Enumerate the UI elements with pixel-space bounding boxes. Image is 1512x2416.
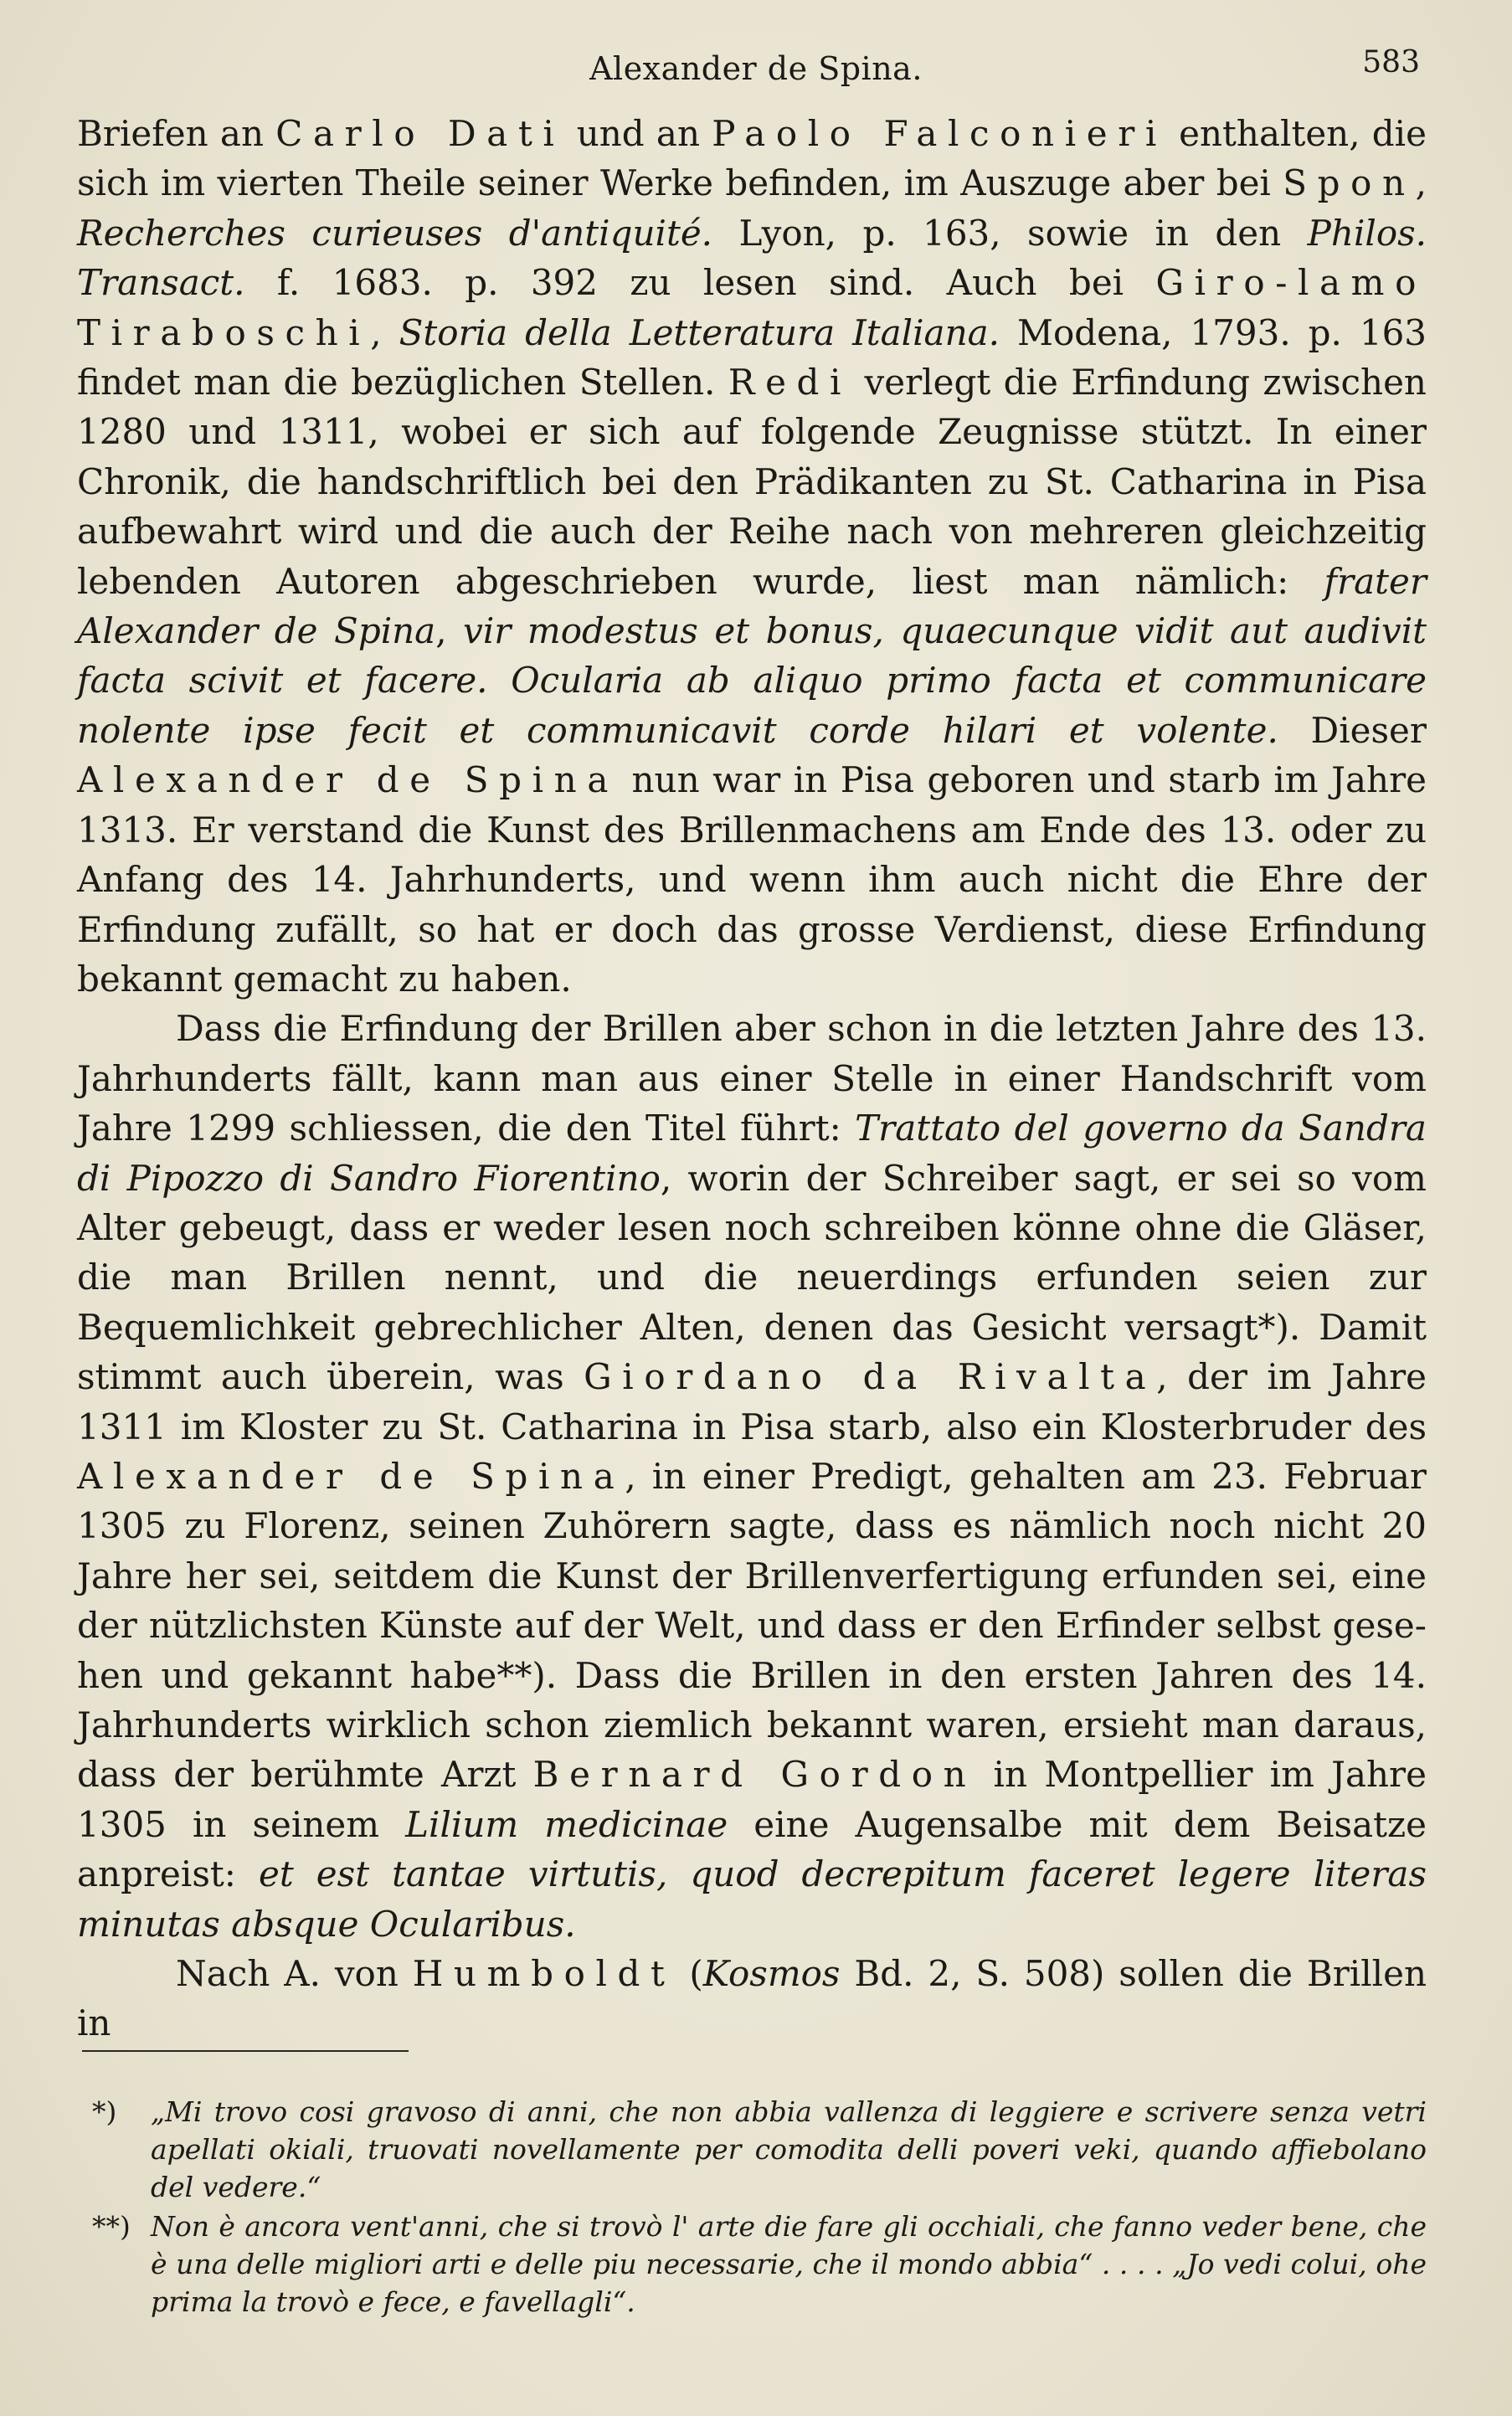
text-run: nun war in Pisa geboren und starb im Jahre 1313. Er verstand die Kunst des Brillenmachens am Ende des 13. oder zu Anfang des 14. Jahrhunderts, und wenn ihm auch nicht die Ehre der Erfindung zufällt, so hat er doch das grosse Verdienst, diese Erfindung bekannt gemacht zu haben.: [77, 759, 1427, 1000]
italic-run: Recherches curieuses d'antiquité.: [77, 212, 713, 254]
footnote-marker: **): [92, 2210, 131, 2243]
italic-run: frater Alexander de Spina: [77, 560, 1427, 652]
text-run: eine Augensalbe mit dem Beisatze anpreist:: [77, 1803, 1427, 1895]
spaced-name-run: Redi: [728, 362, 852, 404]
text-run: Modena, 1793. p. 163 findet man die bezüglichen Stellen.: [77, 311, 1427, 404]
footnote-text: Non è ancora vent'anni, che si trovò l' arte die fare gli occhiali, che fanno veder bene, che è una delle migliori arti e delle piu necessarie, che il mondo abbia“ . . . . „Jo vedi colui, ohe prima la trovò e fece, e favellagli“.: [151, 2210, 1427, 2318]
spaced-name-run: Alexander de Spina: [77, 1455, 625, 1497]
italic-run: Storia della Letteratura Italiana.: [399, 311, 1000, 353]
text-run: enthalten, die sich im vierten Theile seiner Werke befinden, im Auszuge aber bei: [77, 113, 1427, 204]
spaced-name-run: Carlo Dati: [275, 113, 565, 154]
italic-run: Trattato del governo da Sandra di Pipozzo di Sandro Fiorentino: [77, 1108, 1427, 1199]
page-header: [0, 44, 1512, 102]
italic-run: vir modestus et bonus, quaecunque vidit aut audivit facta scivit et facere. Ocularia ab aliquo primo facta et communicare nolente ipse fecit et communicavit corde hilari et volente.: [77, 610, 1427, 751]
footnotes: [77, 2093, 1427, 2322]
text-run: (: [675, 1953, 703, 1995]
text-run: Briefen an: [77, 113, 276, 154]
text-run: ,: [1415, 162, 1427, 204]
spaced-name-run: Giro-lamo Tiraboschi: [77, 262, 1427, 353]
text-run: Dieser: [1278, 709, 1427, 751]
text-run: Lyon, p. 163, sowie in den: [712, 212, 1308, 254]
footnote-text: „Mi trovo cosi gravoso di anni, che non abbia vallenza di leggiere e scrivere senza vetri apellati okiali, truovati novellamente per comodita delli poveri veki, quando affiebolano del vedere.“: [151, 2095, 1427, 2203]
page-number: 583: [1362, 45, 1420, 80]
text-run: , in einer Predigt, gehalten am 23. Februar 1305 zu Florenz, seinen Zuhörern sagte, dass es nämlich noch nicht 20 Jahre her sei, seitdem die Kunst der Brillenverfertigung erfunden sei, eine der nützlichsten Künste auf der Welt, und dass er den Erfinder selbst gesehen und gekannt habe**). Dass die Brillen in den ersten Jahren des 14. Jahrhunderts wirklich schon ziemlich bekannt waren, ersieht man daraus, dass der berühmte Arzt: [77, 1455, 1427, 1796]
text-run: verlegt die Erfindung zwischen 1280 und 1311, wobei er sich auf folgende Zeugnisse stützt. In einer Chronik, die handschriftlich bei den Prädikanten zu St. Catharina in Pisa aufbewahrt wird und die auch der Reihe nach von mehreren gleichzeitig lebenden Autoren abgeschrieben wurde, liest man nämlich:: [77, 362, 1427, 602]
spaced-name-run: Alexander de Spina: [77, 759, 619, 801]
italic-run: Lilium medicinae: [405, 1803, 728, 1845]
footnote-2: [77, 2208, 1427, 2321]
text-run: , der im Jahre 1311 im Kloster zu St. Catharina in Pisa starb, also ein Klosterbruder des: [77, 1356, 1427, 1447]
body-text: [77, 109, 1427, 2048]
italic-run: Kosmos: [702, 1953, 841, 1995]
text-run: Dass die Erfindung der Brillen aber schon in die letzten Jahre des 13. Jahrhunderts fällt, kann man aus einer Stelle in einer Handschrift vom Jahre 1299 schliessen, die den Titel führt:: [77, 1008, 1427, 1149]
text-run: Nach A. von: [176, 1953, 413, 1995]
italic-run: Philos. Transact.: [77, 212, 1427, 304]
text-run: in Montpellier im Jahre 1305 in seinem: [77, 1754, 1427, 1845]
paragraph-2: [77, 1004, 1427, 1949]
spaced-name-run: Spon: [1283, 162, 1416, 204]
spaced-name-run: Humboldt: [412, 1953, 676, 1995]
paragraph-1: [77, 109, 1427, 1004]
text-run: ,: [435, 610, 464, 652]
text-run: Bd. 2, S. 508) sollen die Brillen in: [77, 1953, 1427, 2044]
spaced-name-run: Bernard Gordon: [532, 1754, 977, 1796]
footnote-rule: [82, 2050, 409, 2052]
italic-run: et est tantae virtutis, quod decrepitum faceret legere literas minutas absque Ocularibus.: [77, 1853, 1427, 1945]
text-run: , worin der Schreiber sagt, er sei so vom Alter gebeugt, dass er weder lesen noch schreiben könne ohne die Gläser, die man Brillen nennt, und die neuerdings erfunden seien zur Bequemlichkeit gebrechlicher Alten, denen das Gesicht versagt*). Damit stimmt auch überein, was: [77, 1157, 1427, 1398]
spaced-name-run: Paolo Falconieri: [712, 113, 1167, 154]
footnote-1: [77, 2093, 1427, 2206]
text-run: f. 1683. p. 392 zu lesen sind. Auch bei: [244, 262, 1156, 304]
spaced-name-run: Giordano da Rivalta: [584, 1356, 1157, 1398]
text-run: und an: [564, 113, 712, 154]
text-run: ,: [370, 311, 399, 353]
running-title: Alexander de Spina.: [589, 50, 923, 87]
footnote-marker: *): [92, 2095, 117, 2128]
paragraph-3: [77, 1949, 1427, 2048]
